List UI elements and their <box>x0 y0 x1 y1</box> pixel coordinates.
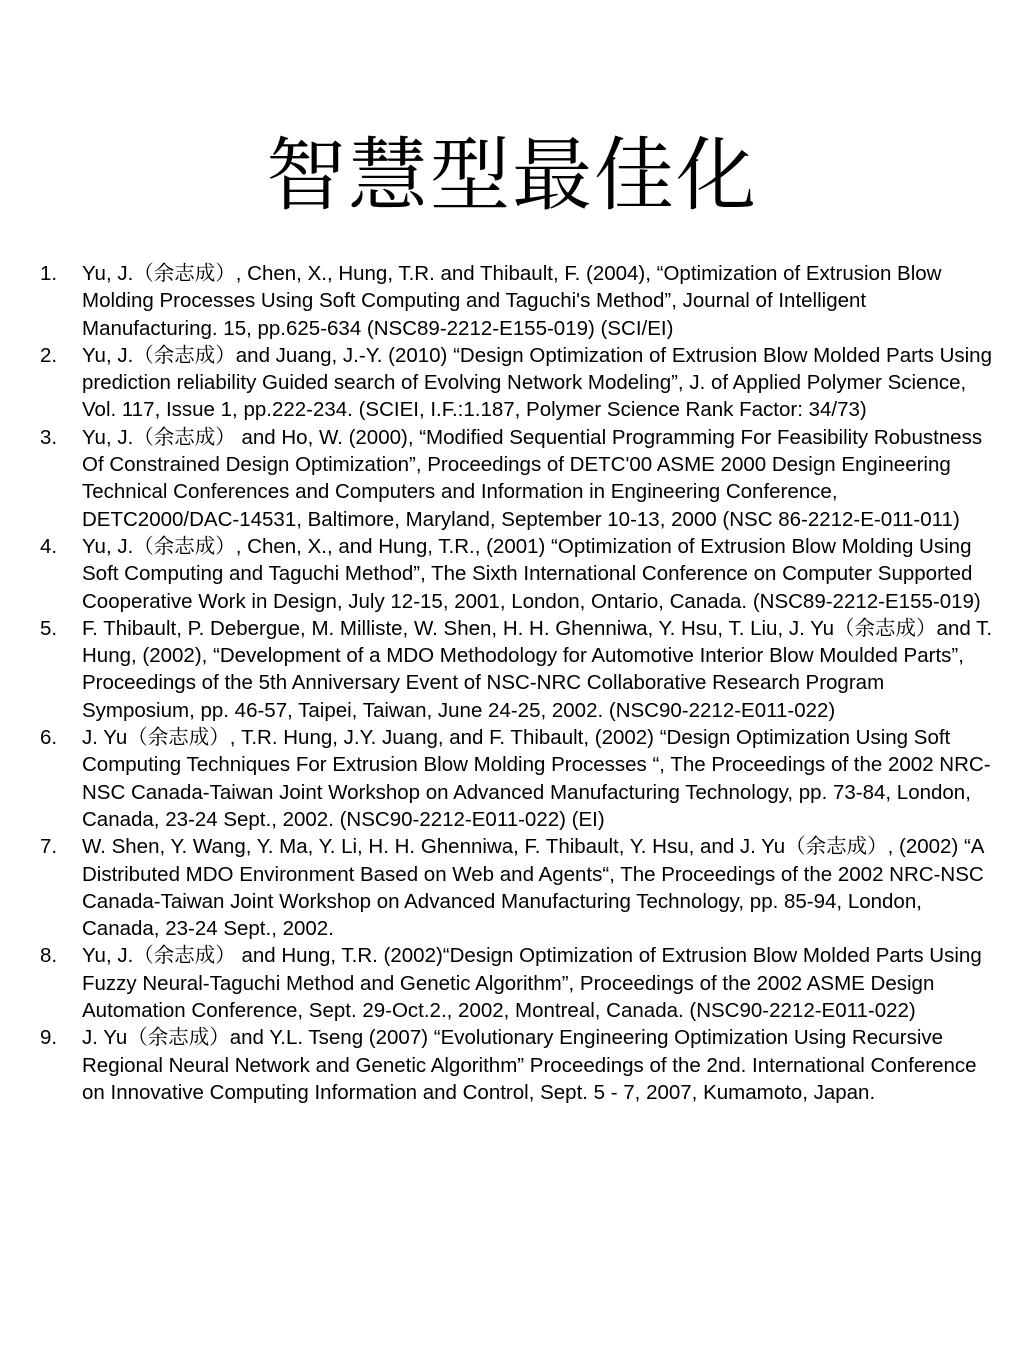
reference-text: Yu, J.（余志成）, Chen, X., Hung, T.R. and Thibault, F. (2004), “Optimization of Extrusion Blow Molding Processes Using Soft Computing and Taguchi's Method”, Journal of Intelligent Manufacturing. 15, pp.625-634 (NSC89-2212-E155-019) (SCI/EI) <box>82 262 942 340</box>
reference-text: J. Yu（余志成）and Y.L. Tseng (2007) “Evolutionary Engineering Optimization Using Recursive Regional Neural Network and Genetic Algorithm” Proceedings of the 2nd. International Conference on Innovative Computing Information and Control, Sept. 5 - 7, 2007, Kumamoto, Japan. <box>82 1026 977 1104</box>
reference-text: Yu, J.（余志成） and Hung, T.R. (2002)“Design Optimization of Extrusion Blow Molded Parts Using Fuzzy Neural-Taguchi Method and Genetic Algorithm”, Proceedings of the 2002 ASME Design Automation Conference, Sept. 29-Oct.2., 2002, Montreal, Canada. (NSC90-2212-E011-022) <box>82 944 982 1023</box>
reference-item <box>0 615 1024 724</box>
reference-text: F. Thibault, P. Debergue, M. Milliste, W. Shen, H. H. Ghenniwa, Y. Hsu, T. Liu, J. Yu（余志成）and T. Hung, (2002), “Development of a MDO Methodology for Automotive Interior Blow Moulded Parts”, Proceedings of the 5th Anniversary Event of NSC-NRC Collaborative Research Program Symposium, pp. 46-57, Taipei, Taiwan, June 24-25, 2002. (NSC90-2212-E011-022) <box>82 616 993 722</box>
reference-number: 7. <box>40 835 58 859</box>
reference-item <box>0 533 1024 615</box>
reference-item <box>0 260 1024 342</box>
reference-number: 8. <box>40 944 58 968</box>
reference-number: 5. <box>40 616 58 640</box>
reference-text: Yu, J.（余志成）, Chen, X., and Hung, T.R., (2001) “Optimization of Extrusion Blow Molding Using Soft Computing and Taguchi Method”, The Sixth International Conference on Computer Supported Cooperative Work in Design, July 12-15, 2001, London, Ontario, Canada. (NSC89-2212-E155-019) <box>82 534 981 613</box>
reference-item <box>0 342 1024 424</box>
reference-number: 6. <box>40 726 58 750</box>
reference-number: 9. <box>40 1026 58 1050</box>
reference-text: J. Yu（余志成）, T.R. Hung, J.Y. Juang, and F. Thibault, (2002) “Design Optimization Using Soft Computing Techniques For Extrusion Blow Molding Processes “, The Proceedings of the 2002 NRC-NSC Canada-Taiwan Joint Workshop on Advanced Manufacturing Technology, pp. 73-84, London, Canada, 23-24 Sept., 2002. (NSC90-2212-E011-022) (EI) <box>82 726 991 831</box>
reference-item <box>0 724 1024 833</box>
reference-number: 4. <box>40 534 58 558</box>
reference-text: W. Shen, Y. Wang, Y. Ma, Y. Li, H. H. Ghenniwa, F. Thibault, Y. Hsu, and J. Yu（余志成）, (2002) “A Distributed MDO Environment Based on Web and Agents“, The Proceedings of the 2002 NRC-NSC Canada-Taiwan Joint Workshop on Advanced Manufacturing Technology, pp. 85-94, London, Canada, 23-24 Sept., 2002. <box>82 835 984 941</box>
reference-text: Yu, J.（余志成） and Ho, W. (2000), “Modified Sequential Programming For Feasibility Robustness Of Constrained Design Optimization”, Proceedings of DETC'00 ASME 2000 Design Engineering Technical Conferences and Computers and Information in Engineering Conference, DETC2000/DAC-14531, Baltimore, Maryland, September 10-13, 2000 (NSC 86-2212-E-011-011) <box>82 425 983 531</box>
reference-item <box>0 424 1024 533</box>
page-title: 智慧型最佳化 <box>266 129 758 222</box>
reference-item <box>0 942 1024 1024</box>
reference-number: 3. <box>40 425 58 449</box>
reference-text: Yu, J.（余志成）and Juang, J.-Y. (2010) “Design Optimization of Extrusion Blow Molded Parts Using prediction reliability Guided search of Evolving Network Modeling”, J. of Applied Polymer Science, Vol. 117, Issue 1, pp.222-234. (SCIEI, I.F.:1.187, Polymer Science Rank Factor: 34/73) <box>82 343 992 422</box>
reference-number: 2. <box>40 343 58 367</box>
reference-item <box>0 833 1024 942</box>
reference-list <box>0 260 1024 1106</box>
reference-item <box>0 1024 1024 1106</box>
reference-number: 1. <box>40 262 58 285</box>
